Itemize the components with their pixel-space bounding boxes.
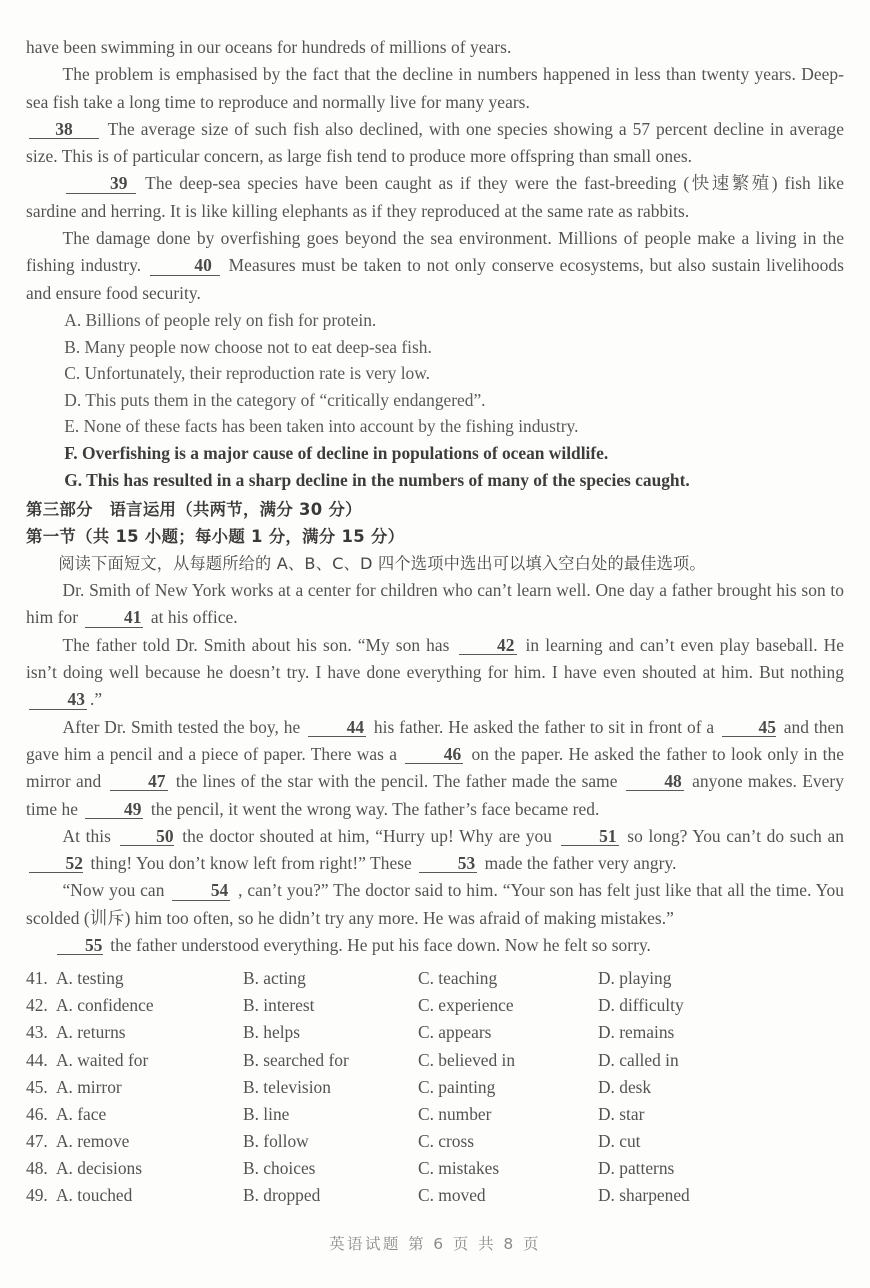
cloze-text: the pencil, it went the wrong way. The father’s face became red. — [150, 798, 600, 819]
cloze-text: anyone makes. Every time he — [26, 771, 844, 819]
cloze-text: .” — [90, 689, 103, 710]
answer-blank-43[interactable]: 43 — [29, 690, 87, 709]
answer-blank-54[interactable]: 54 — [172, 881, 230, 900]
choice-option-d[interactable]: D. cut — [598, 1130, 641, 1151]
cloze-text: , can’t you?” The doctor said to him. “Your son has felt just like that all the time. You scolded (训斥) him too often, so he didn’t try any more. He was afraid of making mistakes.” — [26, 880, 845, 928]
table-row — [26, 1019, 844, 1046]
option-item-e[interactable]: E. None of these facts has been taken into account by the fishing industry. — [64, 416, 579, 437]
page-content — [26, 34, 844, 1209]
table-row — [26, 1074, 844, 1101]
choice-number: 46. — [26, 1103, 48, 1124]
passage-paragraph-4 — [26, 170, 844, 225]
cloze-text: thing! You don’t know left from right!” These — [90, 853, 412, 874]
option-list-ag — [26, 307, 844, 493]
table-row — [26, 1047, 844, 1074]
cloze-paragraph-3 — [26, 714, 844, 823]
choice-option-d[interactable]: D. playing — [598, 968, 672, 989]
passage-text: The average size of such fish also declined, with one species showing a 57 percent decline in average size. This is of particular concern, as large fish tend to produce more offspring than small ones. — [26, 118, 844, 167]
answer-blank-49[interactable]: 49 — [85, 800, 143, 819]
choice-number: 43. — [26, 1022, 48, 1043]
answer-blank-48[interactable]: 48 — [626, 772, 684, 791]
option-item-c[interactable]: C. Unfortunately, their reproduction rate is very low. — [64, 363, 431, 384]
cloze-text: “Now you can — [62, 880, 165, 901]
choice-number: 45. — [26, 1076, 48, 1097]
cloze-text: and then gave him a pencil and a piece of paper. There was a — [26, 716, 844, 764]
choice-number: 42. — [26, 995, 48, 1016]
choice-option-b[interactable]: B. television — [243, 1076, 331, 1097]
cloze-text: on the paper. He asked the father to look only in the mirror and — [26, 743, 844, 792]
cloze-text: so long? You can’t do such an — [627, 825, 844, 846]
cloze-text: Dr. Smith of New York works at a center for children who can’t learn well. One day a father brought his son to him for — [26, 580, 844, 628]
choices-grid — [26, 965, 844, 1209]
choice-option-a[interactable]: A. decisions — [56, 1157, 142, 1178]
choice-option-c[interactable]: C. teaching — [418, 968, 498, 989]
table-row — [26, 1128, 844, 1155]
part-three-heading: 第三部分 语言运用（共两节，满分 30 分） — [26, 500, 362, 520]
cloze-text: The father told Dr. Smith about his son. “My son has — [62, 634, 450, 655]
choice-number: 44. — [26, 1049, 48, 1070]
cloze-text: After Dr. Smith tested the boy, he — [62, 716, 301, 737]
answer-blank-50[interactable]: 50 — [120, 827, 174, 846]
choice-option-d[interactable]: D. star — [598, 1103, 645, 1124]
choice-option-d[interactable]: D. difficulty — [598, 995, 684, 1016]
choice-option-b[interactable]: B. line — [243, 1103, 290, 1124]
choice-option-a[interactable]: A. mirror — [56, 1076, 122, 1097]
cloze-text: the father understood everything. He put his face down. Now he felt so sorry. — [110, 934, 651, 955]
choice-option-c[interactable]: C. moved — [418, 1185, 486, 1206]
passage-paragraph-1 — [26, 34, 844, 61]
answer-blank-39[interactable]: 39 — [66, 174, 136, 193]
table-row — [26, 1182, 844, 1209]
cloze-text: his father. He asked the father to sit in front of a — [373, 716, 715, 737]
choice-option-a[interactable]: A. confidence — [56, 995, 154, 1016]
option-item-d[interactable]: D. This puts them in the category of “critically endangered”. — [64, 389, 486, 410]
choice-option-c[interactable]: C. cross — [418, 1130, 475, 1151]
option-item-g[interactable]: G. This has resulted in a sharp decline in the numbers of many of the species caught. — [64, 469, 690, 490]
section-one-heading: 第一节（共 15 小题；每小题 1 分，满分 15 分） — [26, 527, 405, 547]
answer-blank-47[interactable]: 47 — [110, 772, 168, 791]
table-row — [26, 1155, 844, 1182]
choice-option-b[interactable]: B. searched for — [243, 1049, 349, 1070]
option-item-f[interactable]: F. Overfishing is a major cause of decline in populations of ocean wildlife. — [64, 442, 609, 463]
choice-option-c[interactable]: C. number — [418, 1103, 492, 1124]
choice-option-b[interactable]: B. acting — [243, 968, 306, 989]
passage-text: The problem is emphasised by the fact that the decline in numbers happened in less than twenty years. Deep-sea fish take a long time to reproduce and normally live for many years. — [26, 64, 844, 112]
answer-blank-41[interactable]: 41 — [85, 608, 143, 627]
passage-text: The damage done by overfishing goes beyond the sea environment. Millions of people make a living in the fishing industry. — [26, 228, 844, 276]
choice-option-d[interactable]: D. remains — [598, 1022, 675, 1043]
choice-number: 49. — [26, 1185, 48, 1206]
table-row — [26, 965, 844, 992]
answer-blank-53[interactable]: 53 — [419, 854, 477, 873]
option-item-a[interactable]: A. Billions of people rely on fish for protein. — [64, 309, 377, 330]
cloze-paragraph-1 — [26, 577, 844, 632]
choice-option-d[interactable]: D. called in — [598, 1049, 679, 1070]
choice-option-d[interactable]: D. sharpened — [598, 1185, 690, 1206]
choice-option-b[interactable]: B. interest — [243, 995, 315, 1016]
passage-paragraph-3 — [26, 116, 844, 171]
choice-option-a[interactable]: A. face — [56, 1103, 107, 1124]
choice-option-a[interactable]: A. remove — [56, 1130, 130, 1151]
answer-blank-46[interactable]: 46 — [405, 745, 463, 764]
choice-option-a[interactable]: A. waited for — [56, 1049, 149, 1070]
choice-option-a[interactable]: A. touched — [56, 1185, 133, 1206]
cloze-paragraph-2 — [26, 632, 844, 714]
choice-option-c[interactable]: C. believed in — [418, 1049, 516, 1070]
choice-option-b[interactable]: B. dropped — [243, 1185, 321, 1206]
choice-option-d[interactable]: D. patterns — [598, 1157, 675, 1178]
choice-number: 48. — [26, 1157, 48, 1178]
section-instruction: 阅读下面短文，从每题所给的 A、B、C、D 四个选项中选出可以填入空白处的最佳选项。 — [58, 554, 706, 574]
passage-text: have been swimming in our oceans for hundreds of millions of years. — [26, 37, 512, 57]
answer-blank-40[interactable]: 40 — [150, 256, 220, 275]
answer-blank-45[interactable]: 45 — [722, 718, 776, 737]
passage-text: The deep-sea species have been caught as if they were the fast-breeding (快速繁殖) fish like sardine and herring. It is like killing elephants as if they reproduced at the same rate as rabbits. — [26, 173, 844, 221]
answer-blank-42[interactable]: 42 — [459, 636, 517, 655]
cloze-paragraph-6 — [26, 932, 844, 959]
answer-blank-38[interactable]: 38 — [29, 120, 99, 139]
table-row — [26, 992, 844, 1019]
cloze-paragraph-5 — [26, 877, 844, 932]
choice-option-b[interactable]: B. helps — [243, 1022, 301, 1043]
cloze-text: in learning and can’t even play baseball. He isn’t doing well because he doesn’t try. I have done everything for him. I have even shouted at him. But nothing — [26, 634, 845, 683]
choice-option-b[interactable]: B. follow — [243, 1130, 309, 1151]
option-item-b[interactable]: B. Many people now choose not to eat deep-sea fish. — [64, 336, 432, 357]
choice-option-d[interactable]: D. desk — [598, 1076, 652, 1097]
page-footer: 英语试题 第 6 页 共 8 页 — [329, 1235, 541, 1253]
table-row — [26, 1101, 844, 1128]
cloze-text: the doctor shouted at him, “Hurry up! Why are you — [182, 825, 552, 846]
passage-paragraph-5 — [26, 225, 844, 307]
cloze-text: made the father very angry. — [484, 853, 677, 874]
passage-paragraph-2 — [26, 61, 844, 116]
cloze-text: at his office. — [150, 607, 238, 628]
choice-option-c[interactable]: C. mistakes — [418, 1157, 500, 1178]
cloze-text: At this — [62, 825, 111, 846]
choice-number: 47. — [26, 1130, 48, 1151]
answer-blank-44[interactable]: 44 — [308, 718, 366, 737]
choice-option-c[interactable]: C. appears — [418, 1022, 492, 1043]
cloze-text: the lines of the star with the pencil. The father made the same — [175, 771, 618, 792]
choice-number: 41. — [26, 968, 48, 989]
choice-option-b[interactable]: B. choices — [243, 1157, 316, 1178]
choice-option-a[interactable]: A. returns — [56, 1022, 126, 1043]
passage-text: Measures must be taken to not only conserve ecosystems, but also sustain livelihoods and ensure food security. — [26, 255, 844, 303]
answer-blank-55[interactable]: 55 — [57, 936, 103, 955]
choice-option-a[interactable]: A. testing — [56, 968, 124, 989]
cloze-paragraph-4 — [26, 823, 844, 878]
answer-blank-52[interactable]: 52 — [29, 854, 83, 873]
choice-option-c[interactable]: C. experience — [418, 995, 514, 1016]
choice-option-c[interactable]: C. painting — [418, 1076, 496, 1097]
answer-blank-51[interactable]: 51 — [561, 827, 619, 846]
